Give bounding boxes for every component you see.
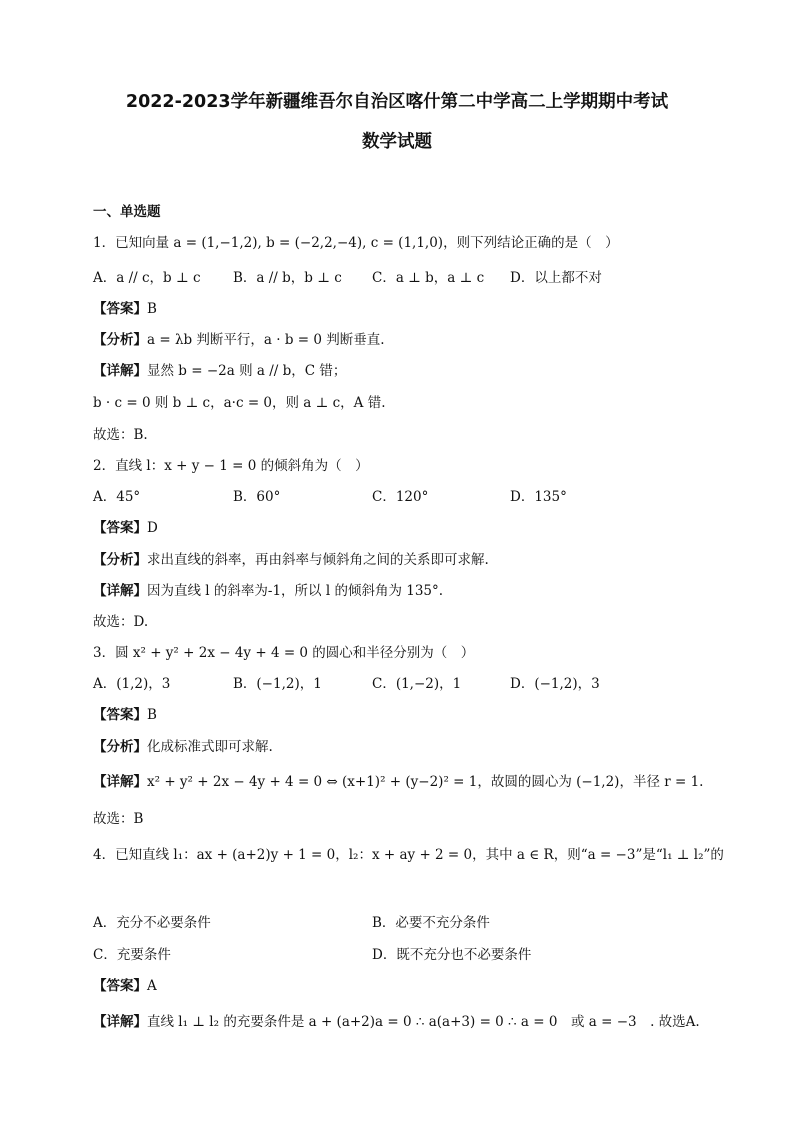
q1-stem: 1．已知向量 a = (1,−1,2), b = (−2,2,−4), c = (1,1,0)，则下列结论正确的是（ ） <box>93 235 619 251</box>
q2-option-b: B．60° <box>233 489 281 505</box>
q3-stem: 3．圆 x² + y² + 2x − 4y + 4 = 0 的圆心和半径分别为（ ） <box>93 645 475 661</box>
q4-detail <box>93 1013 700 1031</box>
section-heading: 一、单选题 <box>93 204 161 220</box>
q4-option-d: D．既不充分也不必要条件 <box>372 947 532 963</box>
q1-analysis <box>93 331 385 349</box>
q1-option-b: B．a // b，b ⊥ c <box>233 270 342 286</box>
analysis-text: a = λb 判断平行，a · b = 0 判断垂直. <box>147 332 385 348</box>
q2-detail <box>93 582 443 600</box>
q2-stem: 2．直线 l：x + y − 1 = 0 的倾斜角为（ ） <box>93 458 369 474</box>
answer-tag: 【答案】 <box>93 520 147 536</box>
answer-value: D <box>147 520 158 536</box>
page-subtitle: 数学试题 <box>362 132 432 152</box>
analysis-text: 求出直线的斜率，再由斜率与倾斜角之间的关系即可求解. <box>147 552 489 568</box>
q4-option-b: B．必要不充分条件 <box>372 915 490 931</box>
q3-choose: 故选：B <box>93 811 144 827</box>
detail-tag: 【详解】 <box>93 1014 147 1030</box>
answer-tag: 【答案】 <box>93 978 147 994</box>
answer-value: B <box>147 301 157 317</box>
analysis-tag: 【分析】 <box>93 552 147 568</box>
q2-option-a: A．45° <box>93 489 141 505</box>
q3-option-a: A．(1,2)，3 <box>93 676 171 692</box>
detail-text: 显然 b = −2a 则 a // b，C 错； <box>147 363 347 379</box>
q2-option-d: D．135° <box>510 489 567 505</box>
page-title: 2022-2023学年新疆维吾尔自治区喀什第二中学高二上学期期中考试 <box>125 92 669 112</box>
q2-choose: 故选：D. <box>93 614 149 630</box>
q2-answer <box>93 519 158 537</box>
q1-choose: 故选：B. <box>93 427 148 443</box>
detail-text: x² + y² + 2x − 4y + 4 = 0 ⇔ (x+1)² + (y−2)² = 1，故圆的圆心为 (−1,2)，半径 r = 1. <box>147 774 704 790</box>
q1-option-c: C．a ⊥ b，a ⊥ c <box>372 270 485 286</box>
q3-analysis <box>93 738 273 756</box>
answer-tag: 【答案】 <box>93 707 147 723</box>
analysis-tag: 【分析】 <box>93 332 147 348</box>
detail-tag: 【详解】 <box>93 774 147 790</box>
q1-answer <box>93 300 157 318</box>
q3-option-b: B．(−1,2)，1 <box>233 676 322 692</box>
q1-detail <box>93 362 346 380</box>
q3-option-d: D．(−1,2)，3 <box>510 676 600 692</box>
q3-detail <box>93 773 703 791</box>
q4-answer <box>93 977 157 995</box>
q1-option-d: D．以上都不对 <box>510 270 602 286</box>
answer-tag: 【答案】 <box>93 301 147 317</box>
q1-option-a: A．a // c，b ⊥ c <box>93 270 201 286</box>
detail-tag: 【详解】 <box>93 363 147 379</box>
analysis-text: 化成标准式即可求解. <box>147 739 273 755</box>
answer-value: A <box>147 978 157 994</box>
q4-option-a: A．充分不必要条件 <box>93 915 211 931</box>
analysis-tag: 【分析】 <box>93 739 147 755</box>
answer-value: B <box>147 707 157 723</box>
q2-analysis <box>93 551 489 569</box>
q2-option-c: C．120° <box>372 489 429 505</box>
q3-option-c: C．(1,−2)，1 <box>372 676 462 692</box>
q3-answer <box>93 706 157 724</box>
detail-text: 因为直线 l 的斜率为-1，所以 l 的倾斜角为 135°. <box>147 583 444 599</box>
q1-detail-continued: b · c = 0 则 b ⊥ c，a·c = 0，则 a ⊥ c，A 错. <box>93 395 386 411</box>
detail-tag: 【详解】 <box>93 583 147 599</box>
detail-text: 直线 l₁ ⊥ l₂ 的充要条件是 a + (a+2)a = 0 ∴ a(a+3) = 0 ∴ a = 0 或 a = −3 . 故选A. <box>147 1014 700 1030</box>
q4-option-c: C．充要条件 <box>93 947 171 963</box>
q4-stem: 4．已知直线 l₁：ax + (a+2)y + 1 = 0，l₂：x + ay + 2 = 0，其中 a ∈ R，则“a = −3”是“l₁ ⊥ l₂”的 <box>93 847 724 863</box>
